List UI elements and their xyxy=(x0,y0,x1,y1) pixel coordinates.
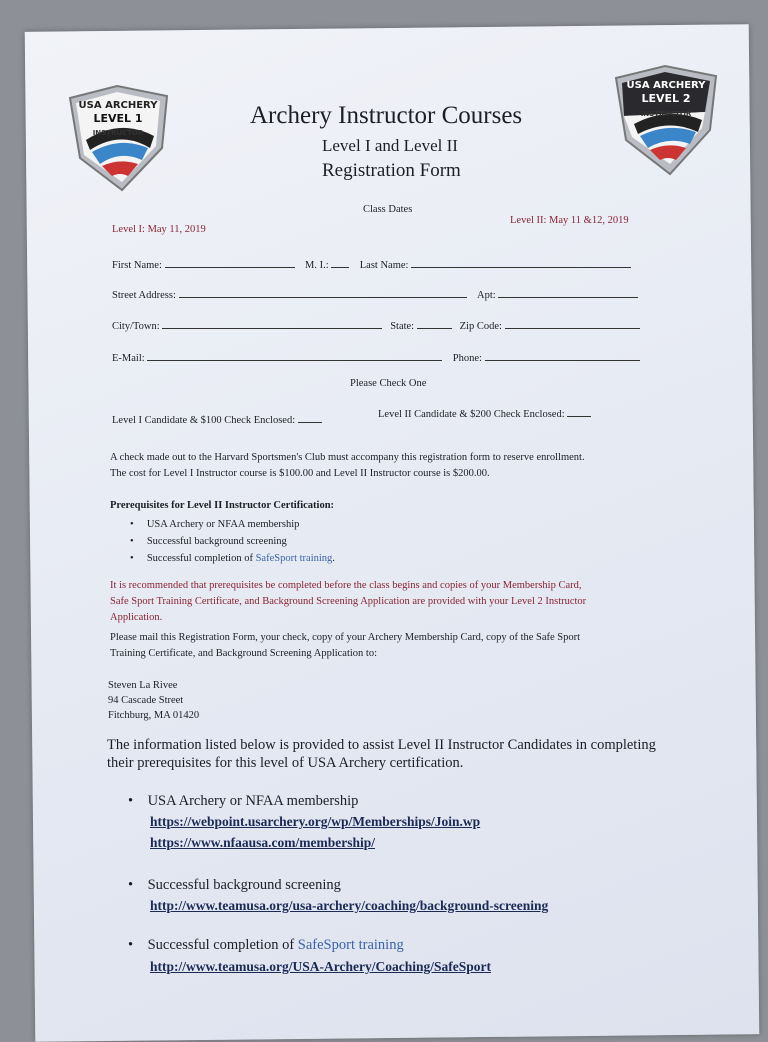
state-field[interactable] xyxy=(417,318,452,329)
city-field[interactable] xyxy=(162,318,382,329)
prereq-list xyxy=(130,516,335,567)
safesport-training-link[interactable]: SafeSport training xyxy=(297,937,404,953)
safesport-url-link[interactable]: http://www.teamusa.org/USA-Archery/Coaching/SafeSport xyxy=(150,959,491,974)
prereq-item: • USA Archery or NFAA membership xyxy=(130,519,300,530)
email-field[interactable] xyxy=(147,350,442,361)
city-label: City/Town: xyxy=(112,321,160,332)
background-screening-link[interactable]: http://www.teamusa.org/usa-archery/coaching/background-screening xyxy=(150,898,549,913)
mail-instructions: Please mail this Registration Form, your check, copy of your Archery Membership Card, copy of the Safe Sport Training Certificate, and Background Screening Application to: xyxy=(110,632,581,659)
usarchery-membership-link[interactable]: https://webpoint.usarchery.org/wp/Memberships/Join.wp xyxy=(150,814,481,829)
mi-field[interactable] xyxy=(331,257,349,268)
apt-label: Apt: xyxy=(477,290,496,301)
level2-check-field[interactable] xyxy=(567,406,591,417)
page-subtitle: Level I and Level II xyxy=(322,136,458,155)
class-dates-heading: Class Dates xyxy=(363,204,413,215)
first-name-field[interactable] xyxy=(165,257,295,268)
svg-text:USA ARCHERY: USA ARCHERY xyxy=(78,100,158,111)
safesport-link[interactable]: SafeSport training xyxy=(255,553,333,564)
level2-date: Level II: May 11 &12, 2019 xyxy=(510,215,629,226)
level2-check-row xyxy=(378,406,591,420)
prereq-heading: Prerequisites for Level II Instructor Certification: xyxy=(110,500,335,511)
first-name-label: First Name: xyxy=(112,260,162,271)
city-row xyxy=(112,318,640,332)
svg-text:USA ARCHERY: USA ARCHERY xyxy=(626,80,706,91)
resource-item-safesport: • Successful completion of SafeSport training xyxy=(128,937,404,953)
zip-field[interactable] xyxy=(505,318,640,329)
mi-label: M. I.: xyxy=(305,260,329,271)
street-label: Street Address: xyxy=(112,290,176,301)
resource-item-background: • Successful background screening xyxy=(128,877,341,893)
level2-badge-logo xyxy=(610,60,720,180)
payment-line-2: The cost for Level I Instructor course is $100.00 and Level II Instructor course is $200.00. xyxy=(110,468,490,479)
first-name-row xyxy=(112,257,631,271)
street-field[interactable] xyxy=(179,287,467,298)
level1-date: Level I: May 11, 2019 xyxy=(112,224,206,235)
street-row xyxy=(112,287,638,301)
payment-line-1: A check made out to the Harvard Sportsmen's Club must accompany this registration form to reserve enrollment. xyxy=(110,452,585,463)
level1-check-row xyxy=(112,412,322,426)
level1-check-label: Level I Candidate & $100 Check Enclosed: xyxy=(112,415,296,426)
svg-text:LEVEL 2: LEVEL 2 xyxy=(641,92,691,105)
info-paragraph: The information listed below is provided to assist Level II Instructor Candidates in completing their prerequisites for this level of USA Archery certification. xyxy=(107,737,656,771)
level1-check-field[interactable] xyxy=(298,412,322,423)
recommendation-text: It is recommended that prerequisites be completed before the class begins and copies of your Membership Card, Safe Sport Training Certificate, and Background Screening Application are provided with your Level 2 Instructor Application. xyxy=(110,580,587,623)
prereq-item: • Successful completion of SafeSport training. xyxy=(130,553,335,564)
email-label: E-Mail: xyxy=(112,353,145,364)
nfaa-membership-link[interactable]: https://www.nfaausa.com/membership/ xyxy=(150,835,376,850)
apt-field[interactable] xyxy=(498,287,638,298)
phone-field[interactable] xyxy=(485,350,640,361)
state-label: State: xyxy=(390,321,415,332)
svg-text:LEVEL 1: LEVEL 1 xyxy=(93,112,143,125)
page-title: Archery Instructor Courses xyxy=(250,102,523,129)
form-title: Registration Form xyxy=(322,160,461,181)
resource-item-membership: • USA Archery or NFAA membership xyxy=(128,793,359,809)
last-name-field[interactable] xyxy=(411,257,631,268)
last-name-label: Last Name: xyxy=(359,260,409,271)
svg-text:INSTRUCTOR: INSTRUCTOR xyxy=(640,110,692,118)
level2-check-label: Level II Candidate & $200 Check Enclosed: xyxy=(378,409,565,420)
svg-text:INSTRUCTOR: INSTRUCTOR xyxy=(92,129,144,137)
prereq-item: • Successful background screening xyxy=(130,536,287,547)
mailing-address: Steven La Rivee 94 Cascade Street Fitchburg, MA 01420 xyxy=(108,680,200,721)
zip-label: Zip Code: xyxy=(459,321,502,332)
level1-badge-logo xyxy=(62,78,172,198)
phone-label: Phone: xyxy=(452,353,482,364)
check-heading: Please Check One xyxy=(350,378,427,389)
email-row xyxy=(112,350,640,364)
